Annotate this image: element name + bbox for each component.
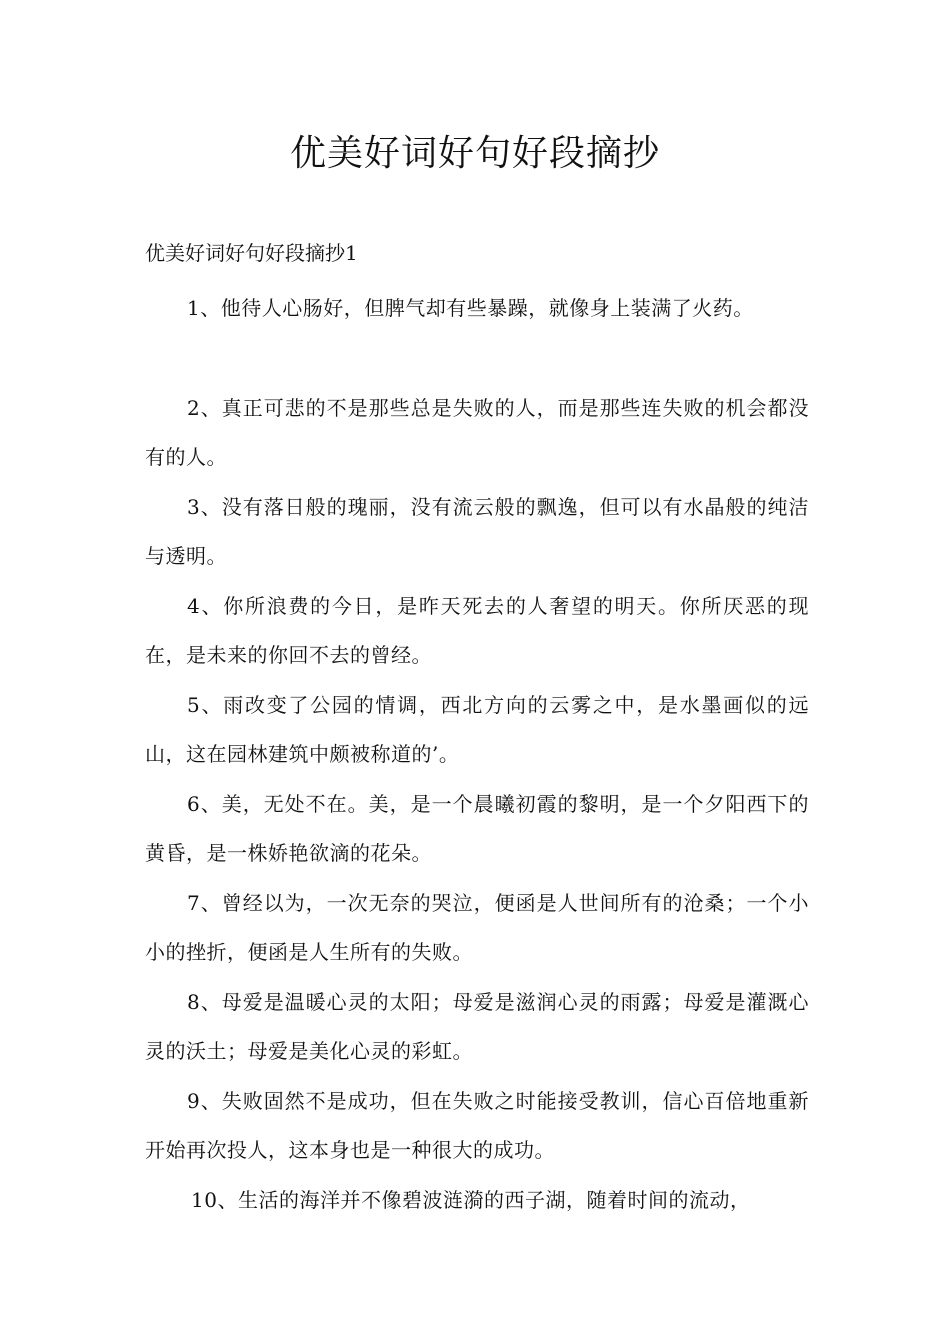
entry-paragraph: 1、他待人心肠好，但脾气却有些暴躁，就像身上装满了火药。 <box>187 296 754 320</box>
entry-paragraph: 5、雨改变了公园的情调，西北方向的云雾之中，是水墨画似的远山，这在园林建筑中颇被称道的’。 <box>145 692 809 766</box>
section-heading: 优美好词好句好段摘抄1 <box>145 241 358 265</box>
document-title: 优美好词好句好段摘抄 <box>289 133 660 174</box>
entry-paragraph: 3、没有落日般的瑰丽，没有流云般的飘逸，但可以有水晶般的纯洁与透明。 <box>145 494 809 568</box>
entry-paragraph: 8、母爱是温暖心灵的太阳；母爱是滋润心灵的雨露；母爱是灌溉心灵的沃土；母爱是美化心灵的彩虹。 <box>145 989 809 1063</box>
entry-list <box>145 284 809 1225</box>
entry-paragraph: 7、曾经以为，一次无奈的哭泣，便函是人世间所有的沧桑；一个小小的挫折，便函是人生所有的失败。 <box>145 890 809 964</box>
entry-paragraph: 10、生活的海洋并不像碧波涟漪的西子湖，随着时间的流动， <box>191 1187 751 1212</box>
entry-paragraph: 2、真正可悲的不是那些总是失败的人，而是那些连失败的机会都没有的人。 <box>145 395 809 469</box>
entry-paragraph: 9、失败固然不是成功，但在失败之时能接受教训，信心百倍地重新开始再次投人，这本身也是一种很大的成功。 <box>145 1088 809 1162</box>
entry-paragraph: 4、你所浪费的今日，是昨天死去的人奢望的明天。你所厌恶的现在，是未来的你回不去的曾经。 <box>145 593 809 667</box>
entry-paragraph: 6、美，无处不在。美，是一个晨曦初霞的黎明，是一个夕阳西下的黄昏，是一株娇艳欲滴的花朵。 <box>145 791 809 865</box>
